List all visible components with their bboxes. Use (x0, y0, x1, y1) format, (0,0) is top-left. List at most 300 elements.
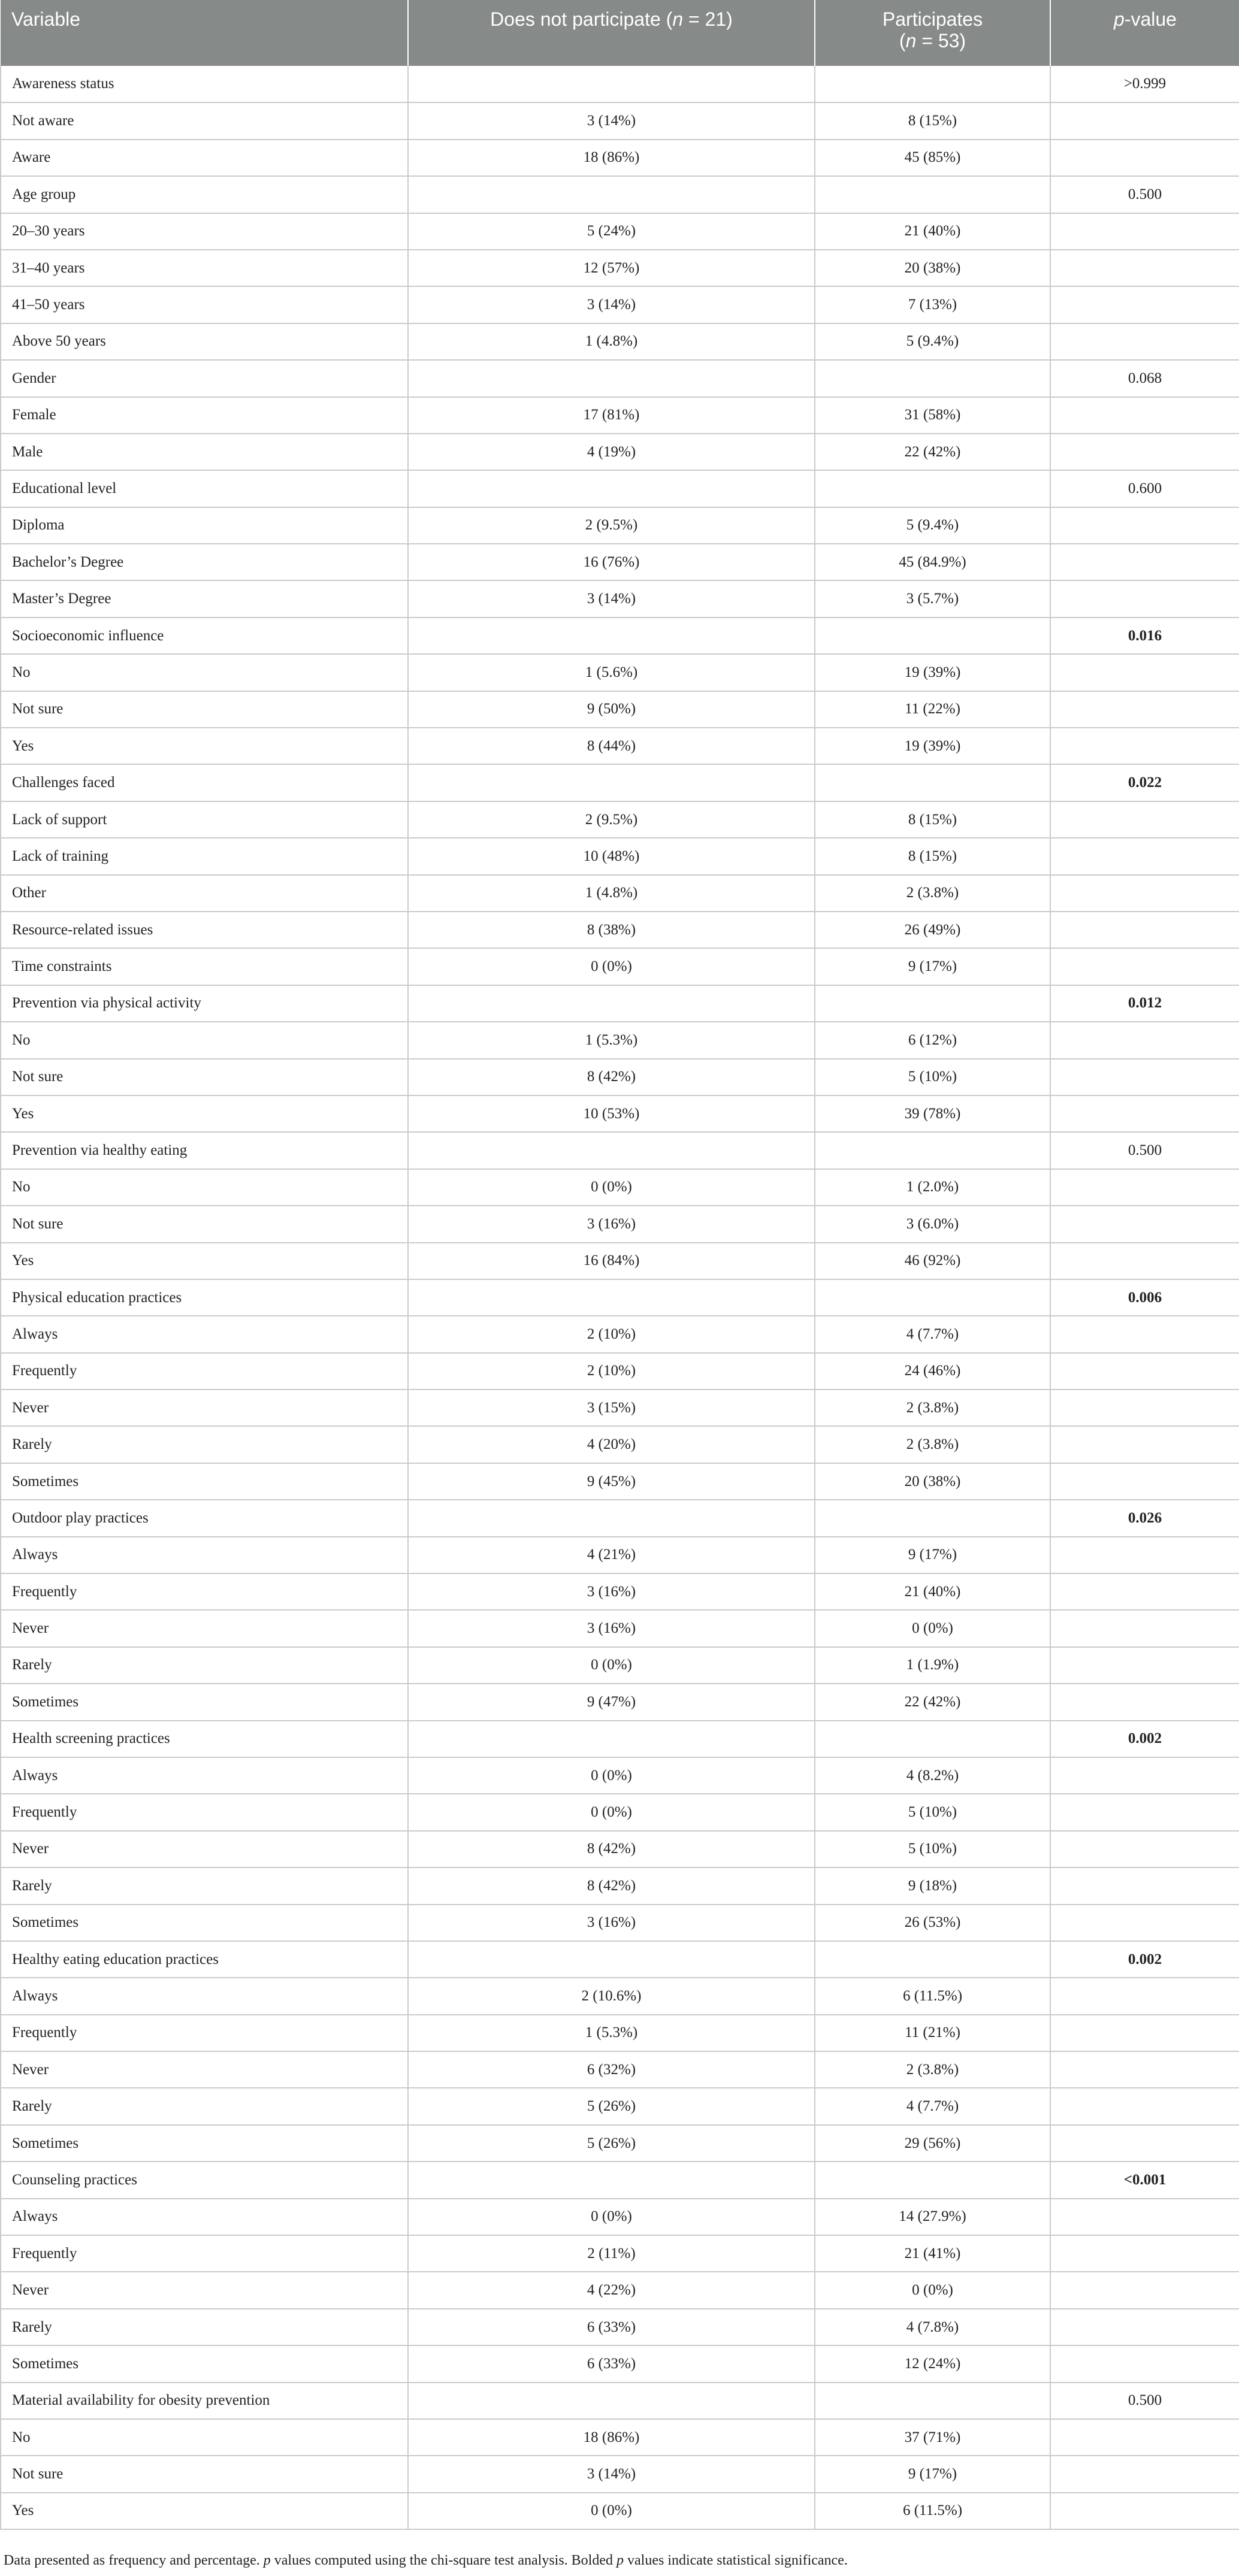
p-value-cell (1050, 691, 1239, 728)
participant-cell: 3 (5.7%) (815, 580, 1050, 617)
table-row (1, 470, 1239, 507)
variable-cell: Educational level (1, 470, 408, 507)
table-row (1, 507, 1239, 544)
variable-cell: Frequently (1, 2015, 408, 2051)
non-participant-cell: 0 (0%) (408, 2493, 815, 2529)
non-participant-cell: 3 (14%) (408, 580, 815, 617)
p-value-cell (1050, 1095, 1239, 1132)
header-row (1, 0, 1239, 66)
variable-cell: No (1, 654, 408, 691)
variable-cell: Physical education practices (1, 1279, 408, 1316)
variable-cell: Bachelor’s Degree (1, 544, 408, 580)
participant-cell (815, 176, 1050, 213)
variable-cell: Above 50 years (1, 323, 408, 360)
table-row (1, 691, 1239, 728)
participant-cell: 21 (40%) (815, 1573, 1050, 1610)
non-participant-cell: 0 (0%) (408, 1647, 815, 1684)
p-value-cell (1050, 2309, 1239, 2345)
p-value-cell (1050, 1978, 1239, 2014)
variable-cell: Health screening practices (1, 1721, 408, 1757)
table-row (1, 360, 1239, 396)
participant-cell (815, 1941, 1050, 1978)
table-row (1, 1206, 1239, 1242)
non-participant-cell: 0 (0%) (408, 948, 815, 985)
table-row (1, 1095, 1239, 1132)
variable-cell: Socioeconomic influence (1, 617, 408, 654)
p-value-cell (1050, 580, 1239, 617)
p-value-cell (1050, 1831, 1239, 1867)
non-participant-cell: 4 (19%) (408, 434, 815, 470)
table-row (1, 1390, 1239, 1426)
variable-cell: Frequently (1, 1353, 408, 1390)
p-value-cell (1050, 2125, 1239, 2162)
p-value-cell: >0.999 (1050, 66, 1239, 102)
participant-cell: 22 (42%) (815, 434, 1050, 470)
table-row (1, 250, 1239, 286)
non-participant-cell: 5 (26%) (408, 2125, 815, 2162)
p-value-cell (1050, 1905, 1239, 1941)
table-row (1, 286, 1239, 323)
participant-cell: 2 (3.8%) (815, 2051, 1050, 2088)
non-participant-cell: 2 (9.5%) (408, 507, 815, 544)
variable-cell: No (1, 1022, 408, 1058)
p-value-cell: 0.600 (1050, 470, 1239, 507)
participant-cell: 6 (11.5%) (815, 1978, 1050, 2014)
non-participant-cell: 12 (57%) (408, 250, 815, 286)
variable-cell: Age group (1, 176, 408, 213)
participant-cell: 0 (0%) (815, 2272, 1050, 2308)
variable-cell: Material availability for obesity prevention (1, 2383, 408, 2419)
participant-cell: 19 (39%) (815, 728, 1050, 764)
participant-cell (815, 66, 1050, 102)
variable-cell: 20–30 years (1, 213, 408, 250)
non-participant-cell: 8 (42%) (408, 1059, 815, 1095)
participant-cell: 11 (22%) (815, 691, 1050, 728)
variable-cell: Never (1, 1831, 408, 1867)
participant-cell (815, 1721, 1050, 1757)
non-participant-cell: 5 (24%) (408, 213, 815, 250)
non-participant-cell: 10 (53%) (408, 1095, 815, 1132)
variable-cell: Always (1, 1537, 408, 1573)
p-value-cell: 0.006 (1050, 1279, 1239, 1316)
participant-cell: 2 (3.8%) (815, 1426, 1050, 1463)
table-row (1, 1132, 1239, 1169)
variable-cell: Resource-related issues (1, 912, 408, 948)
non-participant-cell: 2 (10.6%) (408, 1978, 815, 2014)
p-value-cell: 0.022 (1050, 764, 1239, 801)
p-value-cell: 0.002 (1050, 1721, 1239, 1757)
table-row (1, 801, 1239, 838)
p-value-cell (1050, 250, 1239, 286)
variable-cell: Rarely (1, 2088, 408, 2124)
non-participant-cell (408, 2162, 815, 2198)
table-row (1, 397, 1239, 434)
participant-cell: 9 (18%) (815, 1867, 1050, 1904)
table-row (1, 2493, 1239, 2529)
variable-cell: Never (1, 1610, 408, 1646)
variable-cell: 31–40 years (1, 250, 408, 286)
non-participant-cell: 1 (4.8%) (408, 323, 815, 360)
participant-cell: 6 (12%) (815, 1022, 1050, 1058)
variable-cell: Prevention via physical activity (1, 985, 408, 1022)
p-value-cell (1050, 1794, 1239, 1830)
non-participant-cell: 4 (22%) (408, 2272, 815, 2308)
participant-cell: 5 (10%) (815, 1059, 1050, 1095)
table-row (1, 1978, 1239, 2014)
p-value-cell (1050, 286, 1239, 323)
variable-cell: Never (1, 1390, 408, 1426)
non-participant-cell (408, 470, 815, 507)
p-value-cell: 0.016 (1050, 617, 1239, 654)
p-value-cell (1050, 1610, 1239, 1646)
non-participant-cell: 18 (86%) (408, 2419, 815, 2456)
participant-cell: 7 (13%) (815, 286, 1050, 323)
participant-cell: 4 (8.2%) (815, 1757, 1050, 1794)
p-value-cell (1050, 2015, 1239, 2051)
variable-cell: Counseling practices (1, 2162, 408, 2198)
participant-cell: 0 (0%) (815, 1610, 1050, 1646)
non-participant-cell (408, 1132, 815, 1169)
variable-cell: Always (1, 2199, 408, 2235)
variable-cell: Male (1, 434, 408, 470)
p-value-cell (1050, 544, 1239, 580)
p-value-cell (1050, 213, 1239, 250)
participant-cell: 31 (58%) (815, 397, 1050, 434)
non-participant-cell: 16 (84%) (408, 1243, 815, 1279)
p-value-cell (1050, 1353, 1239, 1390)
non-participant-cell (408, 764, 815, 801)
table-row (1, 2162, 1239, 2198)
non-participant-cell: 9 (45%) (408, 1463, 815, 1500)
participant-cell (815, 2383, 1050, 2419)
variable-cell: Yes (1, 2493, 408, 2529)
participant-cell (815, 985, 1050, 1022)
table-row (1, 140, 1239, 176)
non-participant-cell: 6 (33%) (408, 2345, 815, 2382)
variable-cell: Sometimes (1, 1905, 408, 1941)
table-row (1, 1059, 1239, 1095)
variable-cell: Rarely (1, 2309, 408, 2345)
p-value-cell (1050, 1463, 1239, 1500)
non-participant-cell: 0 (0%) (408, 1794, 815, 1830)
table-row (1, 1169, 1239, 1206)
non-participant-cell: 8 (38%) (408, 912, 815, 948)
table-row (1, 2345, 1239, 2382)
p-value-cell (1050, 1022, 1239, 1058)
p-value-cell (1050, 875, 1239, 912)
non-participant-cell: 1 (5.3%) (408, 1022, 815, 1058)
participant-cell (815, 617, 1050, 654)
variable-cell: Not aware (1, 102, 408, 139)
variable-cell: Awareness status (1, 66, 408, 102)
p-value-cell (1050, 1059, 1239, 1095)
non-participant-cell: 6 (33%) (408, 2309, 815, 2345)
non-participant-cell (408, 1941, 815, 1978)
p-value-cell (1050, 1390, 1239, 1426)
participant-cell: 4 (7.8%) (815, 2309, 1050, 2345)
non-participant-cell: 1 (5.6%) (408, 654, 815, 691)
non-participant-cell (408, 1721, 815, 1757)
non-participant-cell: 3 (16%) (408, 1610, 815, 1646)
table-row (1, 176, 1239, 213)
non-participant-cell: 3 (16%) (408, 1206, 815, 1242)
participant-cell: 26 (49%) (815, 912, 1050, 948)
variable-cell: Outdoor play practices (1, 1500, 408, 1536)
p-value-cell (1050, 1169, 1239, 1206)
variable-cell: Challenges faced (1, 764, 408, 801)
non-participant-cell: 0 (0%) (408, 2199, 815, 2235)
p-value-cell (1050, 1573, 1239, 1610)
table-body (1, 66, 1239, 2529)
variable-cell: Other (1, 875, 408, 912)
p-value-cell (1050, 507, 1239, 544)
participant-cell: 39 (78%) (815, 1095, 1050, 1132)
p-value-cell (1050, 801, 1239, 838)
non-participant-cell: 3 (16%) (408, 1573, 815, 1610)
p-value-cell (1050, 2345, 1239, 2382)
participant-cell: 1 (1.9%) (815, 1647, 1050, 1684)
table-row (1, 544, 1239, 580)
table-row (1, 2051, 1239, 2088)
table-row (1, 875, 1239, 912)
p-value-cell (1050, 1757, 1239, 1794)
participant-cell: 5 (9.4%) (815, 323, 1050, 360)
variable-cell: Yes (1, 1243, 408, 1279)
participant-cell: 24 (46%) (815, 1353, 1050, 1390)
non-participant-cell: 18 (86%) (408, 140, 815, 176)
p-value-cell (1050, 948, 1239, 985)
table-row (1, 2088, 1239, 2124)
participant-cell (815, 2162, 1050, 2198)
variable-cell: Female (1, 397, 408, 434)
variable-cell: Sometimes (1, 2345, 408, 2382)
p-value-cell (1050, 1426, 1239, 1463)
variable-cell: No (1, 1169, 408, 1206)
table-row (1, 617, 1239, 654)
participant-cell: 4 (7.7%) (815, 2088, 1050, 2124)
p-value-cell (1050, 2088, 1239, 2124)
table-row (1, 1647, 1239, 1684)
non-participant-cell: 3 (15%) (408, 1390, 815, 1426)
variable-cell: Aware (1, 140, 408, 176)
participant-cell (815, 1500, 1050, 1536)
participant-cell (815, 764, 1050, 801)
non-participant-cell: 5 (26%) (408, 2088, 815, 2124)
participant-cell (815, 1279, 1050, 1316)
p-value-cell (1050, 2051, 1239, 2088)
p-value-cell: 0.026 (1050, 1500, 1239, 1536)
non-participant-cell: 1 (5.3%) (408, 2015, 815, 2051)
variable-cell: Gender (1, 360, 408, 396)
participant-cell: 26 (53%) (815, 1905, 1050, 1941)
p-value-cell (1050, 654, 1239, 691)
p-value-cell: 0.002 (1050, 1941, 1239, 1978)
non-participant-cell: 0 (0%) (408, 1169, 815, 1206)
table-row (1, 1941, 1239, 1978)
table-row (1, 213, 1239, 250)
variable-cell: Never (1, 2272, 408, 2308)
table-row (1, 2309, 1239, 2345)
p-value-cell (1050, 838, 1239, 874)
table-row (1, 1610, 1239, 1646)
variable-cell: Diploma (1, 507, 408, 544)
participant-cell: 2 (3.8%) (815, 875, 1050, 912)
table-row (1, 580, 1239, 617)
variable-cell: Not sure (1, 1206, 408, 1242)
non-participant-cell: 10 (48%) (408, 838, 815, 874)
variable-cell: Rarely (1, 1647, 408, 1684)
non-participant-cell: 0 (0%) (408, 1757, 815, 1794)
p-value-cell: 0.500 (1050, 1132, 1239, 1169)
variable-cell: No (1, 2419, 408, 2456)
participant-cell: 19 (39%) (815, 654, 1050, 691)
p-value-cell (1050, 323, 1239, 360)
variable-cell: Frequently (1, 1794, 408, 1830)
table-row (1, 1537, 1239, 1573)
non-participant-cell: 8 (44%) (408, 728, 815, 764)
p-value-cell (1050, 2272, 1239, 2308)
p-value-cell (1050, 2419, 1239, 2456)
non-participant-cell: 3 (14%) (408, 286, 815, 323)
table-row (1, 1243, 1239, 1279)
non-participant-cell: 3 (16%) (408, 1905, 815, 1941)
table-row (1, 1279, 1239, 1316)
table-row (1, 323, 1239, 360)
participant-cell: 45 (84.9%) (815, 544, 1050, 580)
p-value-cell: 0.068 (1050, 360, 1239, 396)
variable-cell: Prevention via healthy eating (1, 1132, 408, 1169)
p-value-cell: 0.012 (1050, 985, 1239, 1022)
variable-cell: Sometimes (1, 1463, 408, 1500)
non-participant-cell: 2 (11%) (408, 2235, 815, 2272)
p-value-cell (1050, 2456, 1239, 2492)
non-participant-cell (408, 1279, 815, 1316)
participant-cell: 29 (56%) (815, 2125, 1050, 2162)
table-row (1, 2199, 1239, 2235)
non-participant-cell: 3 (14%) (408, 102, 815, 139)
participant-cell: 45 (85%) (815, 140, 1050, 176)
table-row (1, 1794, 1239, 1830)
participant-cell: 6 (11.5%) (815, 2493, 1050, 2529)
non-participant-cell (408, 176, 815, 213)
participant-cell: 8 (15%) (815, 102, 1050, 139)
table-row (1, 2456, 1239, 2492)
header-does-not-participate: Does not participate (n = 21) (408, 0, 815, 66)
table-row (1, 1757, 1239, 1794)
p-value-cell (1050, 1647, 1239, 1684)
table-row (1, 1463, 1239, 1500)
p-value-cell (1050, 102, 1239, 139)
table-row (1, 838, 1239, 874)
table-row (1, 912, 1239, 948)
p-value-cell (1050, 1537, 1239, 1573)
participant-cell: 11 (21%) (815, 2015, 1050, 2051)
variable-cell: Healthy eating education practices (1, 1941, 408, 1978)
participant-cell (815, 360, 1050, 396)
header-participates: Participates (n = 53) (815, 0, 1050, 66)
participant-cell: 9 (17%) (815, 948, 1050, 985)
non-participant-cell: 6 (32%) (408, 2051, 815, 2088)
participant-cell: 4 (7.7%) (815, 1316, 1050, 1352)
non-participant-cell: 16 (76%) (408, 544, 815, 580)
participant-cell: 14 (27.9%) (815, 2199, 1050, 2235)
variable-cell: Yes (1, 728, 408, 764)
header-variable: Variable (1, 0, 408, 66)
participant-cell: 20 (38%) (815, 250, 1050, 286)
variable-cell: Lack of support (1, 801, 408, 838)
variable-cell: Always (1, 1757, 408, 1794)
variable-cell: Master’s Degree (1, 580, 408, 617)
variable-cell: Always (1, 1316, 408, 1352)
table-row (1, 764, 1239, 801)
participant-cell: 5 (9.4%) (815, 507, 1050, 544)
table-row (1, 2383, 1239, 2419)
table-row (1, 654, 1239, 691)
p-value-cell (1050, 728, 1239, 764)
table-row (1, 1353, 1239, 1390)
non-participant-cell: 9 (50%) (408, 691, 815, 728)
participant-cell: 21 (41%) (815, 2235, 1050, 2272)
participant-cell (815, 470, 1050, 507)
participant-cell: 22 (42%) (815, 1684, 1050, 1720)
table-footnote: Data presented as frequency and percentage. p values computed using the chi-square test analysis. Bolded p values indicate statistical significance. (4, 2553, 848, 2568)
table-row (1, 1573, 1239, 1610)
table-row (1, 1905, 1239, 1941)
participant-cell: 9 (17%) (815, 1537, 1050, 1573)
variable-cell: Not sure (1, 1059, 408, 1095)
table-row (1, 2125, 1239, 2162)
p-value-cell (1050, 140, 1239, 176)
p-value-cell (1050, 2199, 1239, 2235)
non-participant-cell: 2 (9.5%) (408, 801, 815, 838)
participant-cell: 21 (40%) (815, 213, 1050, 250)
p-value-cell (1050, 434, 1239, 470)
non-participant-cell (408, 66, 815, 102)
p-value-cell (1050, 1684, 1239, 1720)
p-value-cell (1050, 1867, 1239, 1904)
table-row (1, 1831, 1239, 1867)
participant-cell: 12 (24%) (815, 2345, 1050, 2382)
participant-cell: 3 (6.0%) (815, 1206, 1050, 1242)
variable-cell: Rarely (1, 1867, 408, 1904)
p-value-cell (1050, 1206, 1239, 1242)
non-participant-cell: 8 (42%) (408, 1867, 815, 1904)
non-participant-cell: 8 (42%) (408, 1831, 815, 1867)
table-row (1, 2419, 1239, 2456)
non-participant-cell: 2 (10%) (408, 1353, 815, 1390)
table-row (1, 2015, 1239, 2051)
table-row (1, 2272, 1239, 2308)
participant-cell: 46 (92%) (815, 1243, 1050, 1279)
variable-cell: 41–50 years (1, 286, 408, 323)
participant-cell (815, 1132, 1050, 1169)
p-value-cell (1050, 1243, 1239, 1279)
non-participant-cell: 1 (4.8%) (408, 875, 815, 912)
p-value-cell (1050, 397, 1239, 434)
variable-cell: Frequently (1, 2235, 408, 2272)
p-value-cell (1050, 912, 1239, 948)
p-value-cell (1050, 1316, 1239, 1352)
participant-cell: 8 (15%) (815, 838, 1050, 874)
non-participant-cell (408, 360, 815, 396)
table-row (1, 1721, 1239, 1757)
table-row (1, 1426, 1239, 1463)
p-value-cell: 0.500 (1050, 2383, 1239, 2419)
non-participant-cell: 3 (14%) (408, 2456, 815, 2492)
participant-cell: 2 (3.8%) (815, 1390, 1050, 1426)
variable-cell: Sometimes (1, 2125, 408, 2162)
table-row (1, 728, 1239, 764)
